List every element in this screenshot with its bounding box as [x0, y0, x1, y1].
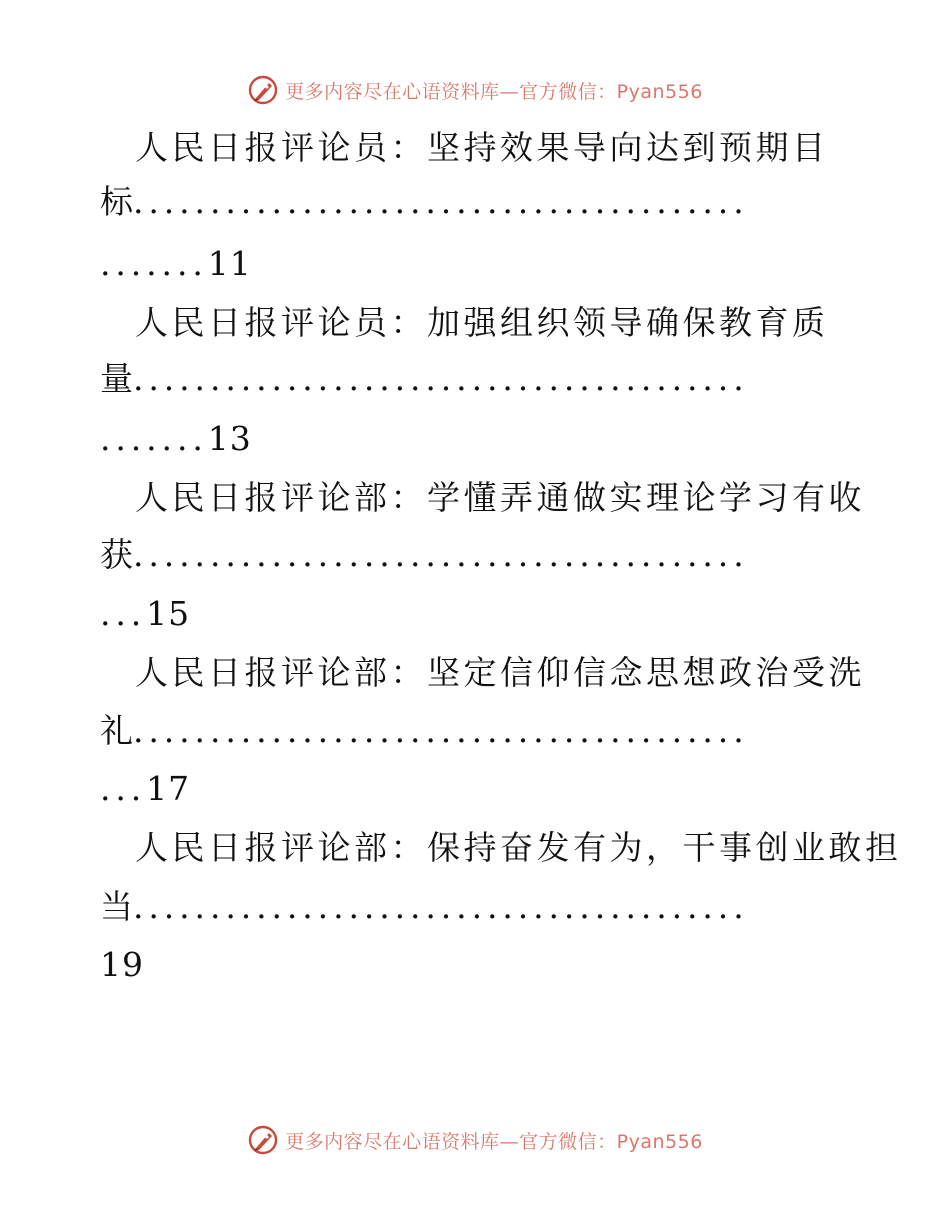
pen-logo-icon: [247, 74, 279, 106]
toc-dot-leader: ...: [100, 594, 147, 633]
toc-entry-leader: [100, 182, 845, 222]
toc-entry-leader: [100, 535, 845, 575]
toc-entry-title: 人民日报评论员：加强组织领导确保教育质: [135, 303, 829, 342]
toc-entry-last-char: 量: [100, 359, 133, 398]
toc-entry-title: 人民日报评论部：学懂弄通做实理论学习有收: [135, 478, 865, 517]
toc-page-number: 19: [100, 945, 144, 984]
toc-page-number: 13: [207, 419, 252, 458]
banner-text: [285, 77, 703, 104]
toc-dot-leader: ........................................: [133, 182, 749, 221]
toc-entry-title: 人民日报评论员：坚持效果导向达到预期目: [135, 128, 829, 167]
toc-dot-leader: ........................................: [133, 535, 749, 574]
toc-dot-leader: .......: [100, 244, 208, 283]
banner-text: [285, 1127, 703, 1154]
toc-dot-leader: .......: [100, 419, 208, 458]
header-banner: [0, 70, 950, 110]
banner-text-cn: 更多内容尽在心语资料库—官方微信：: [285, 80, 617, 103]
banner-wechat-id: Pyan556: [616, 1130, 703, 1153]
toc-entry-last-char: 标: [100, 182, 133, 221]
toc-page-number: 15: [146, 594, 191, 633]
toc-entry-last-char: 当: [100, 887, 133, 926]
toc-page-number: 11: [207, 244, 252, 283]
toc-entry-last-char: 获: [100, 535, 133, 574]
toc-entry-page: [100, 945, 144, 985]
toc-entry-page: [100, 594, 190, 634]
toc-entry-leader: [100, 359, 845, 399]
pen-logo-icon: [247, 1124, 279, 1156]
footer-banner: [0, 1120, 950, 1160]
toc-entry-page: [100, 419, 252, 459]
banner-wechat-id: Pyan556: [616, 80, 703, 103]
toc-dot-leader: ........................................: [133, 359, 749, 398]
toc-page-number: 17: [146, 769, 191, 808]
toc-dot-leader: ........................................: [133, 711, 749, 750]
toc-dot-leader: ...: [100, 769, 147, 808]
banner-text-cn: 更多内容尽在心语资料库—官方微信：: [285, 1130, 617, 1153]
toc-entry-last-char: 礼: [100, 711, 133, 750]
toc-entry-leader: [100, 711, 845, 751]
toc-dot-leader: ........................................: [133, 887, 749, 926]
toc-entry-title: 人民日报评论部：保持奋发有为，干事创业敢担: [135, 828, 902, 867]
toc-entry-leader: [100, 887, 845, 927]
toc-entry-page: [100, 769, 190, 809]
toc-entry-page: [100, 244, 252, 284]
toc-entry-title: 人民日报评论部：坚定信仰信念思想政治受洗: [135, 653, 865, 692]
